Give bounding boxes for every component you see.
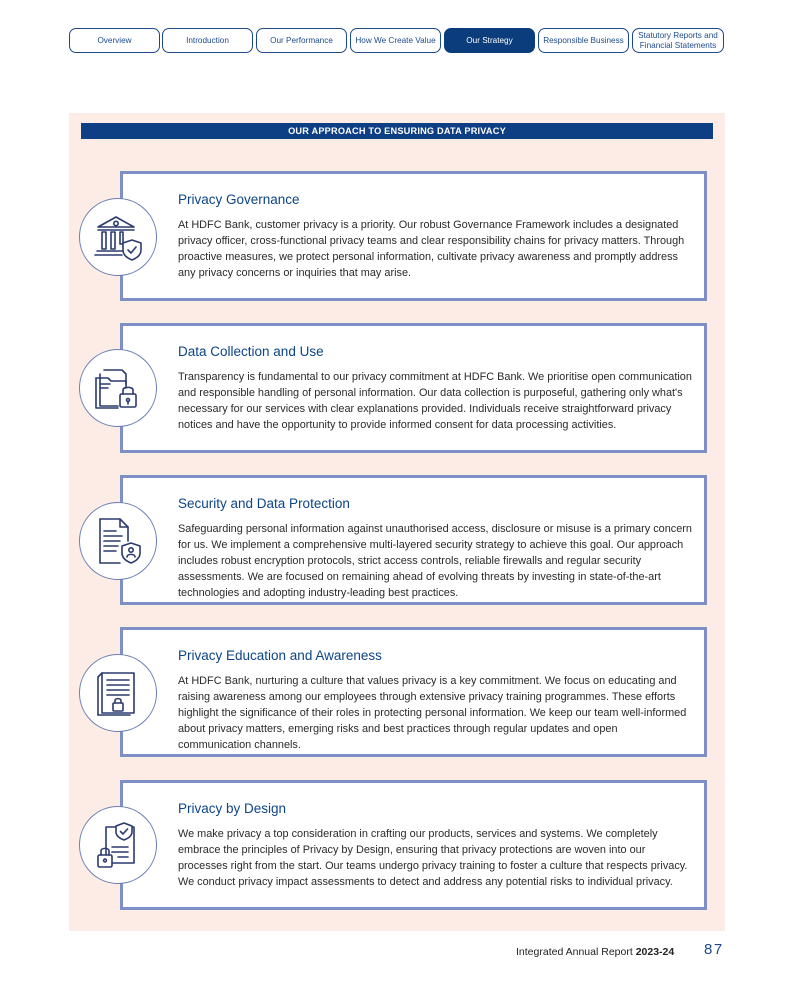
tab-our-strategy[interactable]: Our Strategy [444,28,535,53]
folder-lock-icon [79,349,157,427]
card-security-data-protection [120,475,707,605]
card-body: Safeguarding personal information against unauthorised access, disclosure or misuse is a primary concern for us. We implement a comprehensive multi-layered security strategy to achieve this goal. Our approach includes robust encryption protocols, strict access controls, reliable firewalls and regular security assessments. We are focused on remaining ahead of evolving threats by investing in state-of-the-art technologies and adopting industry-leading best practices. [178,523,692,599]
section-title: OUR APPROACH TO ENSURING DATA PRIVACY [81,123,713,139]
card-body: At HDFC Bank, customer privacy is a priority. Our robust Governance Framework includes a designated privacy officer, cross-functional privacy teams and clear responsibility chains for privacy matters. Through proactive measures, we protect personal information, cultivate privacy awareness and promptly address any privacy concerns or inquiries that may arise. [178,219,685,279]
card-title: Data Collection and Use [178,344,324,359]
card-title: Privacy Governance [178,192,300,207]
top-navigation [69,28,724,53]
tab-introduction[interactable]: Introduction [162,28,253,53]
card-body: Transparency is fundamental to our privacy commitment at HDFC Bank. We prioritise open communication and responsible handling of personal information. Our data collection is purposeful, gathering only what's necessary for our services with clear explanations provided. Individuals receive straightforward privacy notices and have the opportunity to provide informed consent for data processing activities. [178,371,692,431]
card-data-collection [120,323,707,453]
page-number: 87 [704,941,724,958]
bank-shield-icon [79,198,157,276]
tab-our-performance[interactable]: Our Performance [256,28,347,53]
book-lock-icon [79,654,157,732]
card-body: We make privacy a top consideration in crafting our products, services and systems. We completely embrace the principles of Privacy by Design, ensuring that privacy protections are woven into our processes right from the start. Our teams undergo privacy training to foster a culture that respects privacy. We conduct privacy impact assessments to detect and address any potential risks to individual privacy. [178,828,688,888]
report-year: 2023-24 [635,946,675,958]
tab-overview[interactable]: Overview [69,28,160,53]
card-title: Privacy by Design [178,801,287,816]
document-shield-icon [79,502,157,580]
document-lock-check-icon [79,806,157,884]
tab-how-we-create-value[interactable]: How We Create Value [350,28,441,53]
card-title: Security and Data Protection [178,496,350,511]
report-label: Integrated Annual Report [516,946,633,958]
card-privacy-governance [120,171,707,301]
privacy-approach-panel [69,113,725,931]
tab-responsible-business[interactable]: Responsible Business [538,28,629,53]
card-body: At HDFC Bank, nurturing a culture that values privacy is a key commitment. We focus on educating and raising awareness among our employees through extensive privacy training programmes. These efforts highlight the significance of their roles in protecting personal information. We keep our team well-informed about privacy matters, emerging risks and best practices through regular updates and open communication channels. [178,675,687,751]
tab-statutory-reports[interactable]: Statutory Reports and Financial Statements [632,28,724,53]
card-privacy-education [120,627,707,757]
card-title: Privacy Education and Awareness [178,648,382,663]
footer-report-title [516,946,674,958]
card-privacy-by-design [120,780,707,910]
